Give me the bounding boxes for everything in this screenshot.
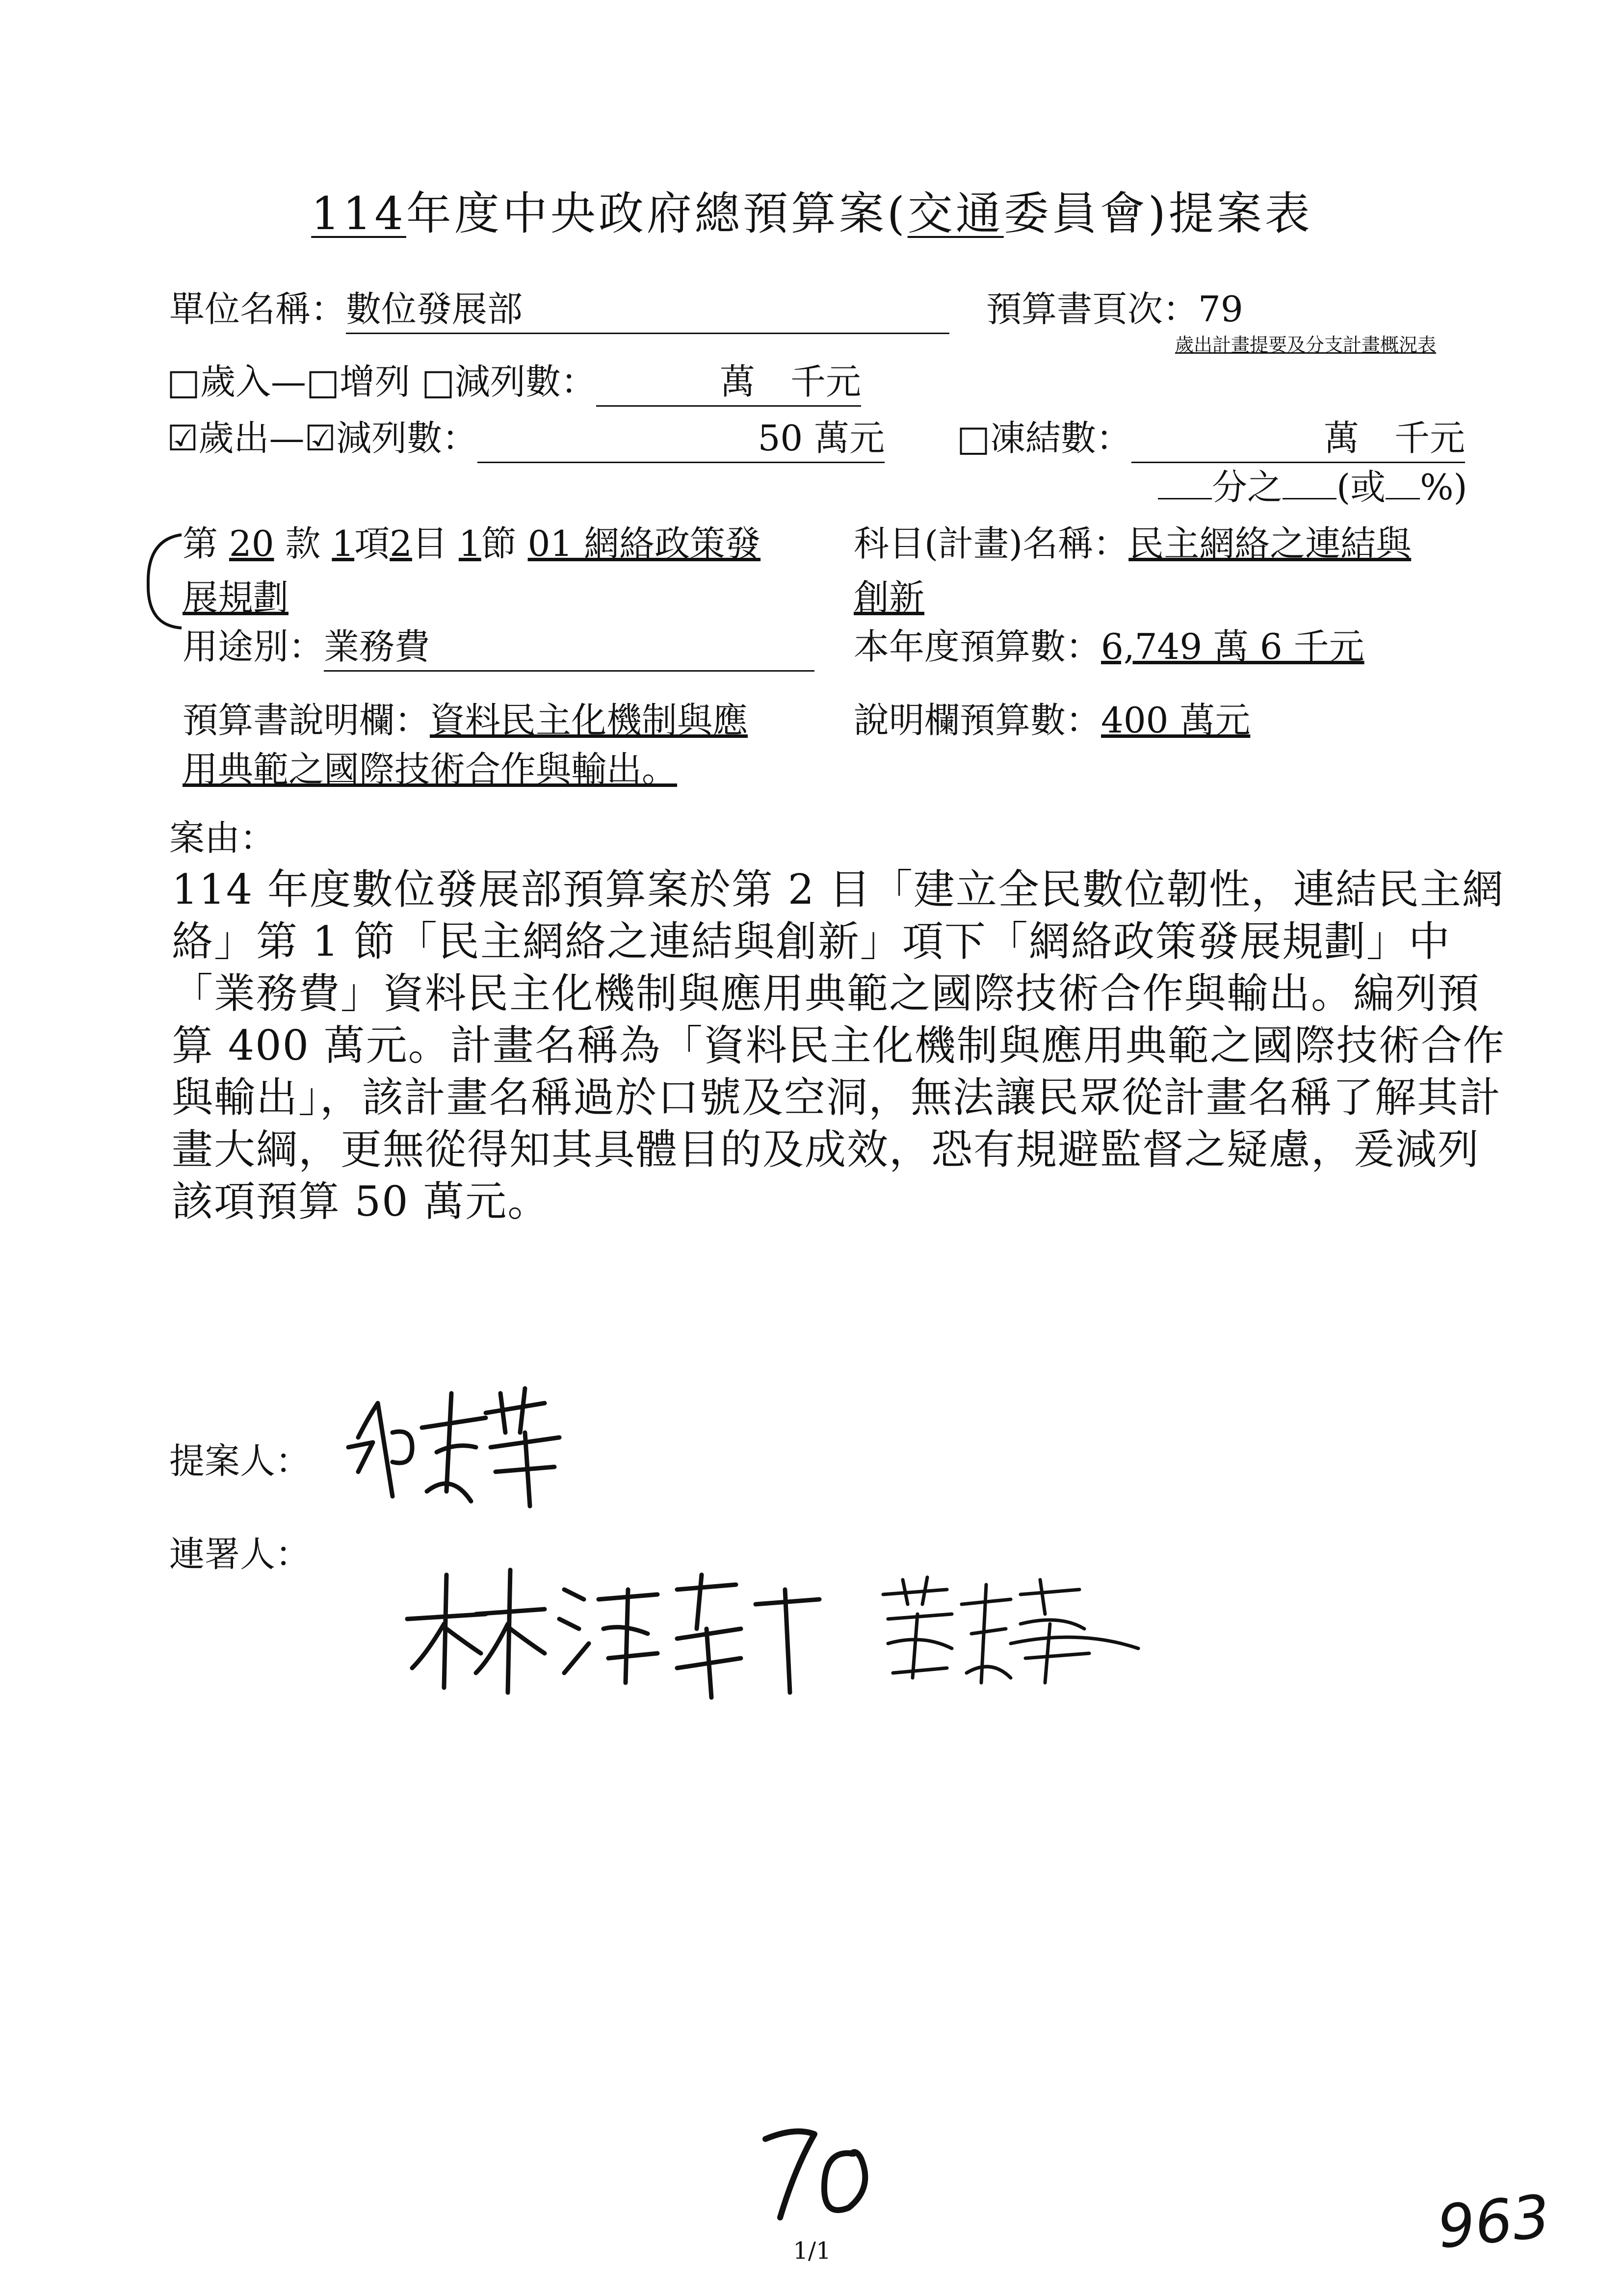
expense-row [167,415,885,463]
subject-line-1 [854,520,1411,567]
item-line-2 [183,574,288,621]
cosigners-label: 連署人： [169,1534,311,1575]
revenue-row-text: □歲入—□增列 □減列數： [167,361,596,402]
page-ref-value: 79 [1198,288,1243,330]
cosigner-signature-2 [873,1575,1148,1693]
unit-label: 單位名稱： [169,288,346,330]
annual-budget-label: 本年度預算數： [854,626,1101,667]
desc-budget-row [854,697,1250,744]
title-text-post: )提案表 [1148,187,1313,240]
title-text-pre: 年度中央政府總預算案( [406,187,908,240]
freeze-label: □凍結數： [957,417,1132,459]
item-kuan: 20 [229,523,274,564]
page-ref-label: 預算書頁次： [986,288,1199,330]
annual-budget-value: 6,749 萬 6 千元 [1101,626,1364,667]
annual-budget-row [854,623,1364,670]
subject-value-2: 創新 [854,577,925,618]
ratio-text-a: 分之 [1212,467,1283,508]
usage-value: 業務費 [324,623,814,672]
description-line-1 [183,697,748,744]
description-value-2: 用典範之國際技術合作與輸出。 [183,749,678,790]
page-ref [986,286,1243,333]
item-jie: 1 [458,523,481,564]
page-number: 1/1 [793,2237,831,2265]
description-value-1: 資料民主化機制與應 [430,700,748,741]
desc-budget-label: 說明欄預算數： [854,700,1101,741]
expense-amount: 50 萬元 [477,415,885,463]
document-title [0,178,1624,242]
item-xiang: 1 [332,523,355,564]
item-name-2: 展規劃 [183,577,289,618]
freeze-row [957,415,1465,463]
description-label: 預算書說明欄： [183,700,430,741]
expense-row-text: ☑歲出—☑減列數： [167,417,478,459]
proposer-label: 提案人： [169,1440,311,1482]
subject-line-2 [854,574,924,621]
ratio-text-c: %) [1420,467,1467,508]
ratio-text-b: (或 [1336,467,1386,508]
ratio-row [1158,464,1467,511]
cosigner-signature-1 [402,1560,844,1707]
usage-row [183,623,814,672]
revenue-row [167,358,861,407]
revenue-amount: 萬 千元 [596,358,861,407]
freeze-amount: 萬 千元 [1131,415,1465,463]
page-ref-note: 歲出計畫提要及分支計畫概況表 [1175,334,1437,356]
subject-label: 科目(計畫)名稱： [854,523,1129,564]
item-name-1: 01 網絡政策發 [527,523,761,564]
title-committee-suffix: 委員會 [1003,187,1148,240]
usage-label: 用途別： [183,626,324,667]
item-line-1: 第 20 款 1項2目 1節 01 網絡政策發 [183,523,761,564]
unit-value: 數位發展部 [346,286,949,334]
reason-text: 114 年度數位發展部預算案於第 2 目「建立全民數位韌性，連結民主網絡」第 1 節「民主網絡之連結與創新」項下「網絡政策發展規劃」中「業務費」資料民主化機制與應用典範之國際技術合作與輸出。編列預算 400 萬元。計畫名稱為「資料民主化機制與應用典範之國際技術合作與輸出」，該計畫名稱過於口號及空洞，無法讓民眾從計畫名稱了解其計畫大綱，更無從得知其具體目的及成效，恐有規避監督之疑慮，爰減列該項預算 50 萬元。 [172,865,1505,1226]
subject-value-1: 民主網絡之連結與 [1128,523,1412,564]
handwritten-number [756,2117,883,2227]
proposer-signature [339,1374,574,1511]
handwritten-number-text: 70 [756,2117,766,2126]
description-line-2 [183,746,677,793]
title-year: 114 [311,187,406,240]
bracket-mark [142,530,186,633]
unit-row [169,286,949,334]
item-mu: 2 [390,523,412,564]
title-committee: 交通 [907,187,1004,240]
desc-budget-value: 400 萬元 [1101,700,1251,741]
corner-number: 963 [1434,2182,1553,2262]
reason-label: 案由： [169,817,276,859]
